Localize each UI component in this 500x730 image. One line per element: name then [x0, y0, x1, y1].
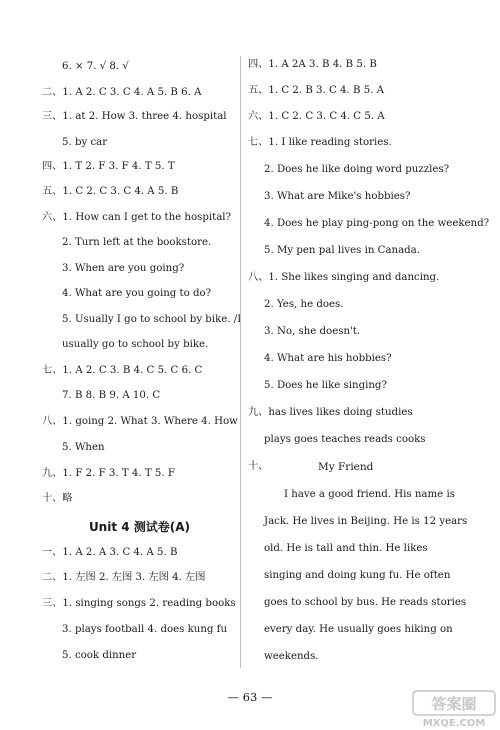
answer-line: 3. No, she doesn't. — [264, 326, 361, 337]
answer-line: 九、has lives likes doing studies — [248, 407, 413, 418]
column-divider — [240, 56, 241, 668]
answer-line: 四、1. T 2. F 3. F 4. T 5. T — [42, 161, 175, 172]
answer-line: 3. When are you going? — [62, 263, 185, 274]
essay-line: weekends. — [264, 651, 319, 662]
answer-line: 六、1. C 2. C 3. C 4. C 5. A — [248, 111, 385, 122]
essay-line: old. He is tall and thin. He likes — [264, 543, 428, 554]
answer-line: 三、1. singing songs 2. reading books — [42, 598, 236, 609]
answer-line: 九、1. F 2. F 3. T 4. T 5. F — [42, 468, 175, 479]
essay-line: goes to school by bus. He reads stories — [264, 597, 467, 608]
unit-test-title: Unit 4 测试卷(A) — [88, 520, 191, 534]
essay-line: I have a good friend. His name is — [284, 489, 455, 500]
answer-line: 四、1. A 2A 3. B 4. B 5. B — [248, 59, 377, 70]
answer-line: 二、1. 左图 2. 左图 3. 左图 4. 左图 — [42, 572, 206, 583]
answer-line: 4. What are you going to do? — [62, 288, 212, 299]
essay-line: every day. He usually goes hiking on — [264, 624, 453, 635]
answer-line: 4. What are his hobbies? — [264, 353, 392, 364]
answer-line: 5. My pen pal lives in Canada. — [264, 245, 420, 256]
answer-line: 5. Usually I go to school by bike. /I — [62, 314, 242, 325]
answer-line: plays goes teaches reads cooks — [264, 434, 426, 445]
answer-line: 5. Does he like singing? — [264, 380, 387, 391]
answer-line: 3. What are Mike's hobbies? — [264, 191, 411, 202]
answer-line: 八、1. going 2. What 3. Where 4. How — [42, 416, 238, 427]
answer-line: 2. Yes, he does. — [264, 299, 344, 310]
essay-line: singing and doing kung fu. He often — [264, 570, 451, 581]
answer-line: 5. cook dinner — [62, 650, 137, 661]
site-watermark-logo — [412, 690, 496, 728]
watermark-text: 答案圈 — [431, 695, 477, 713]
answer-line: 3. plays football 4. does kung fu — [62, 624, 228, 635]
watermark-url: MXQE.COM — [422, 718, 486, 728]
answer-line: 6. × 7. √ 8. √ — [62, 61, 129, 72]
answer-line: 五、1. C 2. B 3. C 4. B 5. A — [248, 85, 385, 96]
essay-line: Jack. He lives in Beijing. He is 12 years — [264, 516, 468, 527]
answer-line: 十、略 — [42, 493, 73, 504]
answer-line: 5. When — [62, 442, 105, 453]
answer-line: 七、1. A 2. C 3. B 4. C 5. C 6. C — [42, 365, 203, 376]
answer-line: 5. by car — [62, 137, 108, 148]
essay-title: My Friend — [318, 461, 374, 473]
answer-line: 五、1. C 2. C 3. C 4. A 5. B — [42, 186, 179, 197]
answer-line: 三、1. at 2. How 3. three 4. hospital — [42, 111, 227, 122]
answer-line: 二、1. A 2. C 3. C 4. A 5. B 6. A — [42, 87, 202, 98]
essay-label: 十、 — [248, 461, 269, 472]
answer-line: 2. Turn left at the bookstore. — [62, 237, 212, 248]
answer-line: 七、1. I like reading stories. — [248, 137, 392, 148]
answer-line: 六、1. How can I get to the hospital? — [42, 212, 232, 223]
answer-line: usually go to school by bike. — [62, 339, 209, 350]
answer-line: 7. B 8. B 9. A 10. C — [62, 390, 161, 401]
answer-line: 2. Does he like doing word puzzles? — [264, 164, 450, 175]
page-number: — 63 — — [227, 690, 273, 704]
answer-line: 八、1. She likes singing and dancing. — [248, 272, 440, 283]
answer-line: 4. Does he play ping-pong on the weekend? — [264, 218, 490, 229]
answer-line: 一、1. A 2. A 3. C 4. A 5. B — [42, 547, 178, 558]
